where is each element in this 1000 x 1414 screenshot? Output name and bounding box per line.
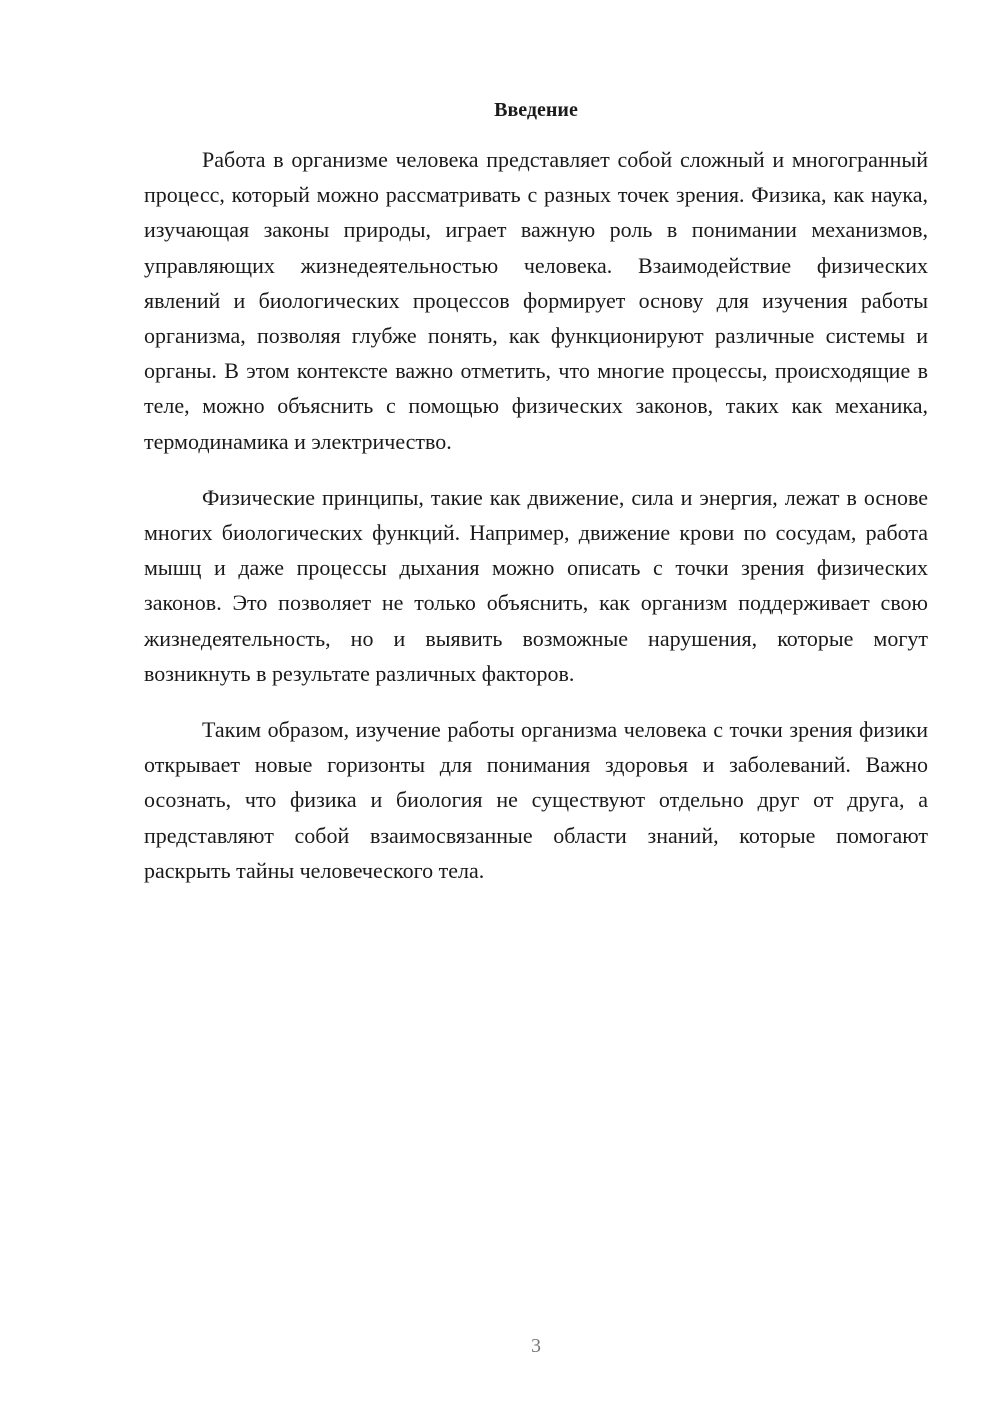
paragraph-intro: Работа в организме человека представляет собой сложный и многогранный процесс, который можно рассматривать с разных точек зрения. Физика, как наука, изучающая законы природы, играет важную роль в понимании механизмов, управляющих жизнедеятельностью человека. Взаимодействие физических явлений и биологических процессов формирует основу для изучения работы организма, позволяя глубже понять, как функционируют различные системы и органы. В этом контексте важно отметить, что многие процессы, происходящие в теле, можно объяснить с помощью физических законов, таких как механика, термодинамика и электричество. <box>144 147 928 454</box>
page-title: Введение <box>494 99 578 121</box>
paragraph-conclusion: Таким образом, изучение работы организма человека с точки зрения физики открывает новые горизонты для понимания здоровья и заболеваний. Важно осознать, что физика и биология не существуют отдельно друг от друга, а представляют собой взаимосвязанные области знаний, которые помогают раскрыть тайны человеческого тела. <box>144 717 928 883</box>
document-body <box>144 142 928 888</box>
paragraph-principles: Физические принципы, такие как движение, сила и энергия, лежат в основе многих биологических функций. Например, движение крови по сосудам, работа мышц и даже процессы дыхания можно описать с точки зрения физических законов. Это позволяет не только объяснить, как организм поддерживает свою жизнедеятельность, но и выявить возможные нарушения, которые могут возникнуть в результате различных факторов. <box>144 484 928 686</box>
page-number: 3 <box>531 1335 541 1357</box>
